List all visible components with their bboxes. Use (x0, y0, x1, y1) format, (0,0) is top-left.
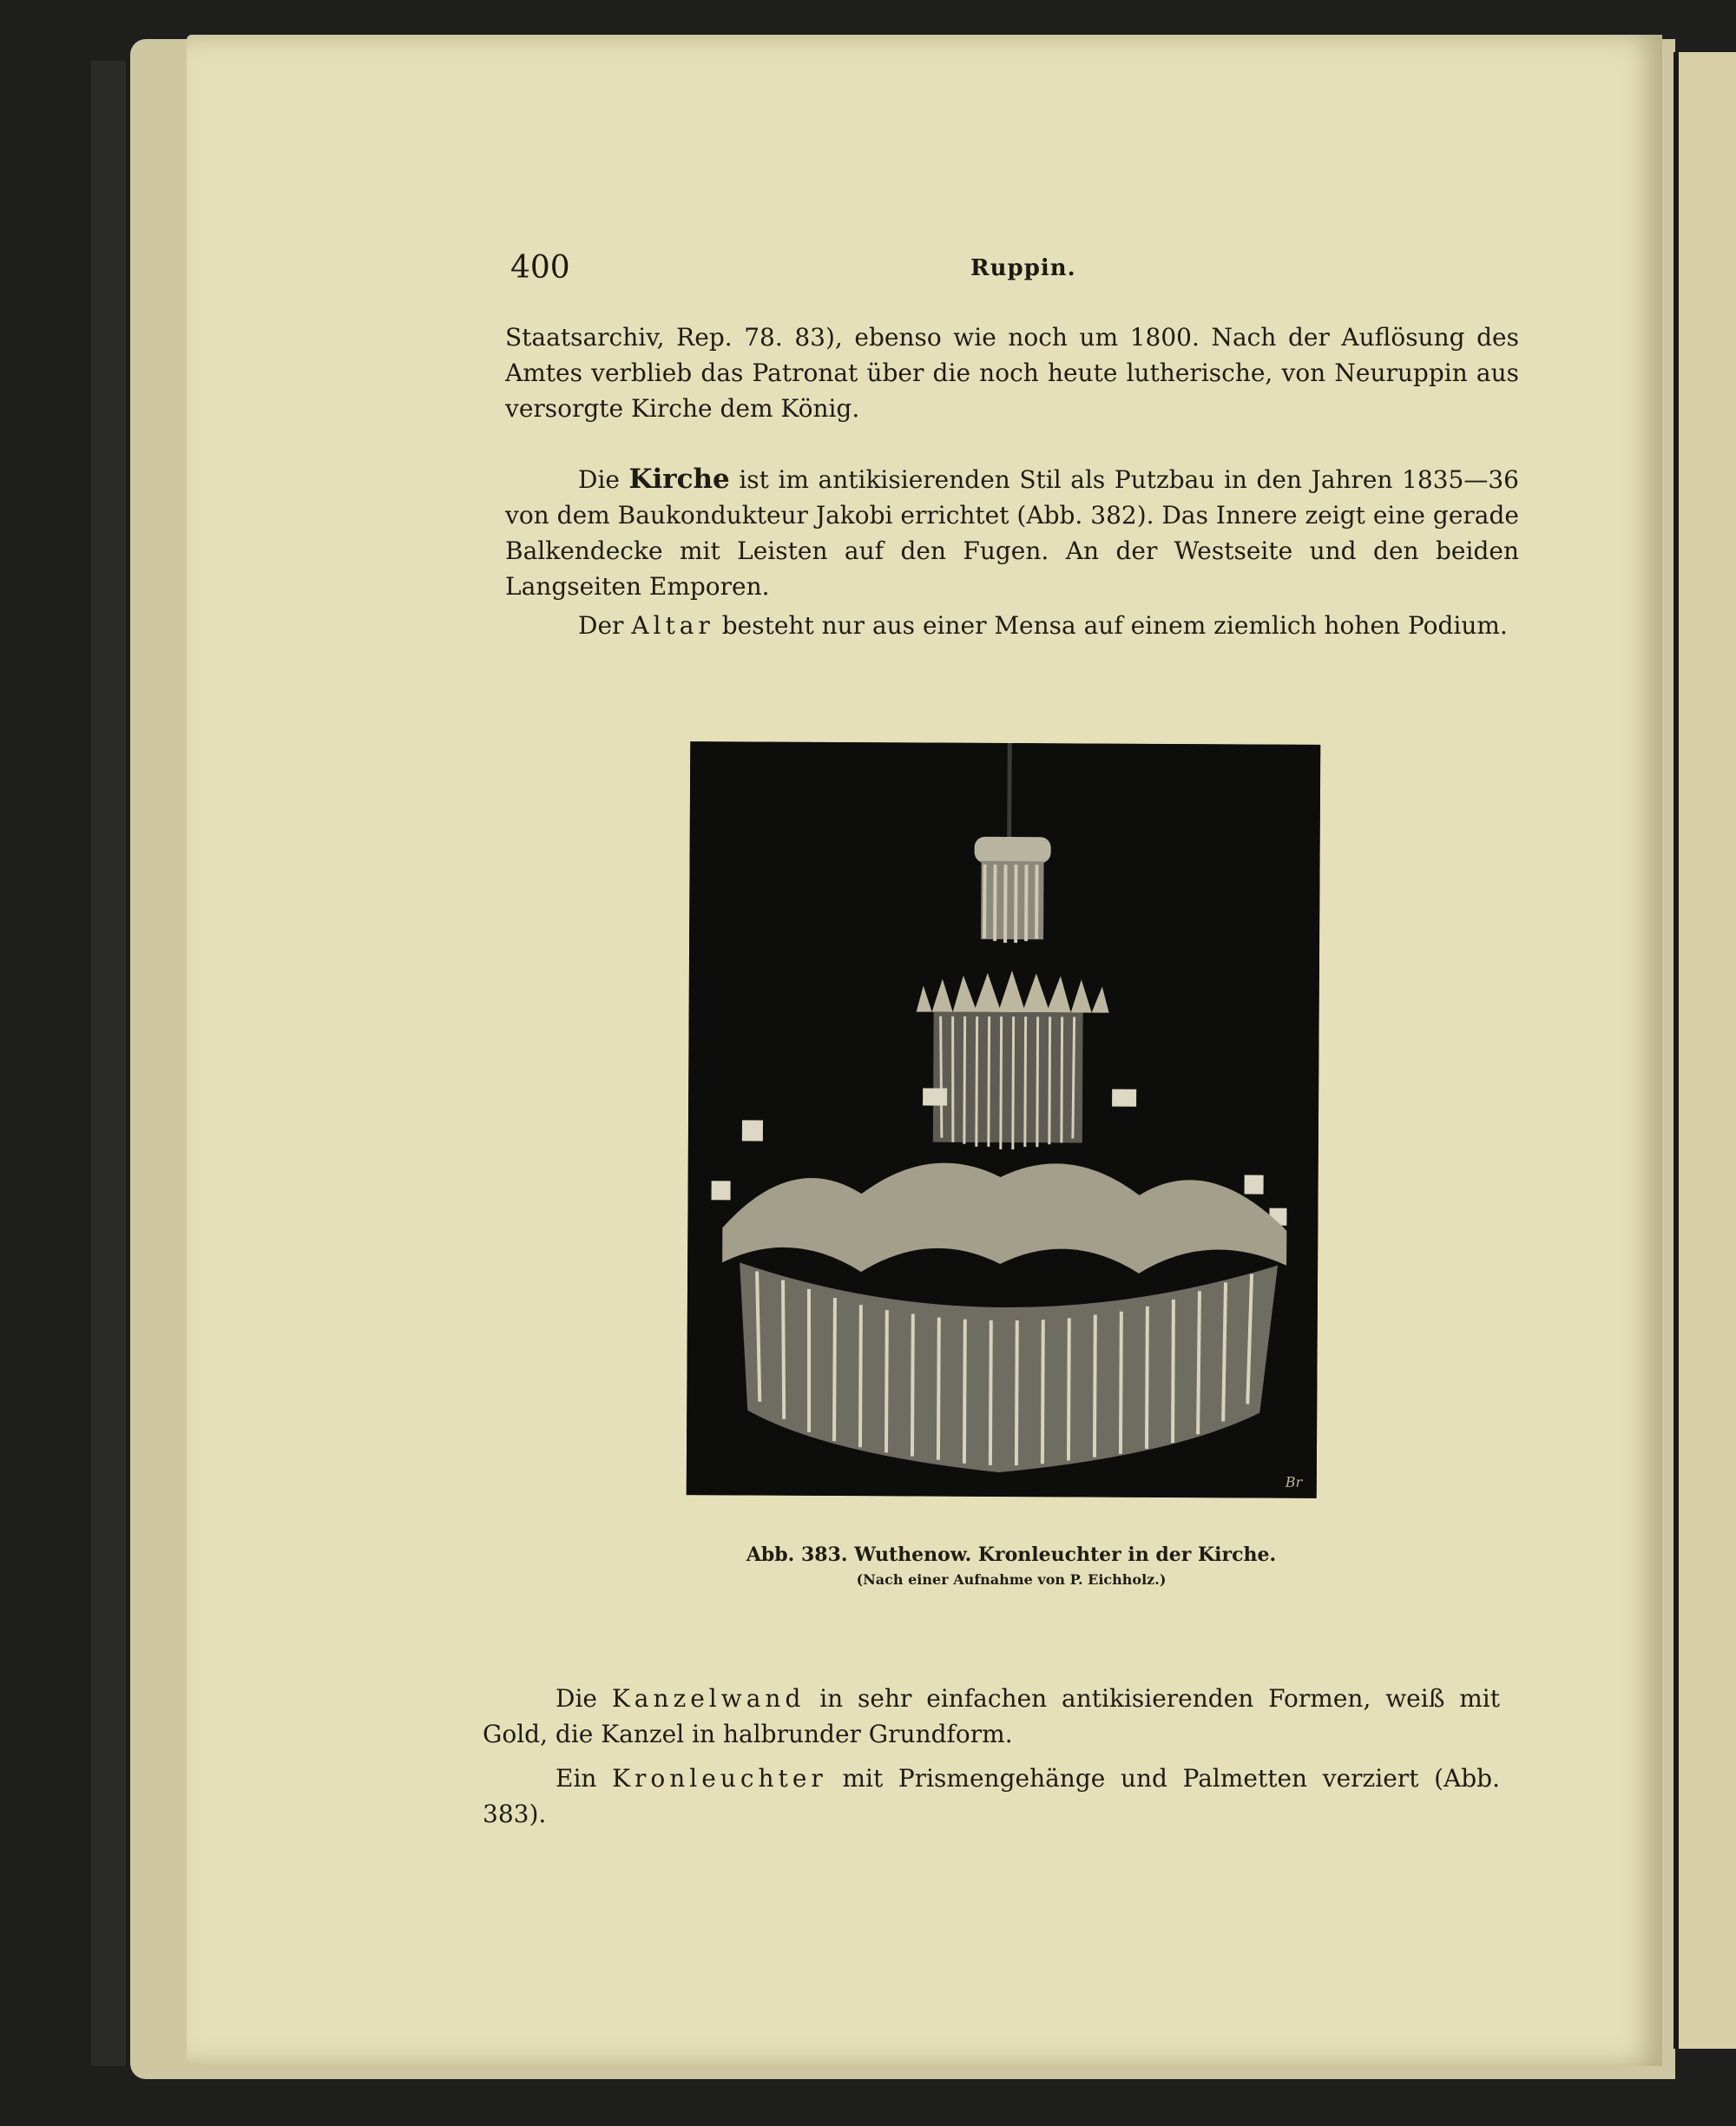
facing-page-edge (1674, 52, 1736, 2049)
chandelier-photograph (687, 741, 1321, 1498)
paragraph-pulpit-wall (483, 1681, 1500, 1752)
paragraph-chandelier-text: mit Prismengehänge und Palmetten verziert (Abb. 383). (483, 1764, 1501, 1828)
figure-caption: Abb. 383. Wuthenow. Kronleuchter in der Kirche. (746, 1543, 1277, 1566)
page-header (510, 250, 1517, 293)
page-number: 400 (510, 250, 570, 286)
paragraph-church (505, 462, 1519, 604)
photographer-signature: Br (1285, 1473, 1303, 1491)
keyword-kirche: Kirche (628, 464, 730, 495)
paragraph-pulpit-text: in sehr einfachen antikisierenden Formen, weiß mit Gold, die Kanzel in halbrunder Grundform. (483, 1684, 1500, 1748)
paragraph-altar-prefix: Der (578, 611, 632, 640)
paragraph-archive: Staatsarchiv, Rep. 78. 83), ebenso wie noch um 1800. Nach der Auflösung des Amtes verblieb das Patronat über die noch heute lutherische, von Neuruppin aus versorgte Kirche dem König. (505, 323, 1519, 423)
paragraph-chandelier (483, 1761, 1500, 1832)
paragraph-pulpit-prefix: Die (556, 1684, 612, 1713)
keyword-altar: Altar (631, 611, 714, 640)
figure-credit: (Nach einer Aufnahme von P. Eichholz.) (856, 1571, 1167, 1588)
paragraph-chandelier-prefix: Ein (556, 1764, 613, 1793)
paragraph-altar (505, 608, 1519, 643)
running-head: Ruppin. (970, 255, 1076, 281)
paragraph-altar-text: besteht nur aus einer Mensa auf einem ziemlich hohen Podium. (713, 611, 1508, 640)
keyword-kronleuchter: Kronleuchter (612, 1764, 827, 1793)
chandelier-illustration (687, 741, 1321, 1498)
keyword-kanzelwand: Kanzelwand (611, 1684, 806, 1713)
paragraph-church-prefix: Die (578, 465, 629, 494)
paragraph-church-text: ist im antikisierenden Stil als Putzbau in den Jahren 1835—36 von dem Baukondukteur Jakobi errichtet (Abb. 382). Das Innere zeigt eine gerade Balkendecke mit Leisten auf den Fugen. An der Westseite und den beiden Langseiten Emporen. (505, 465, 1519, 601)
book-cover-edge (91, 61, 126, 2066)
